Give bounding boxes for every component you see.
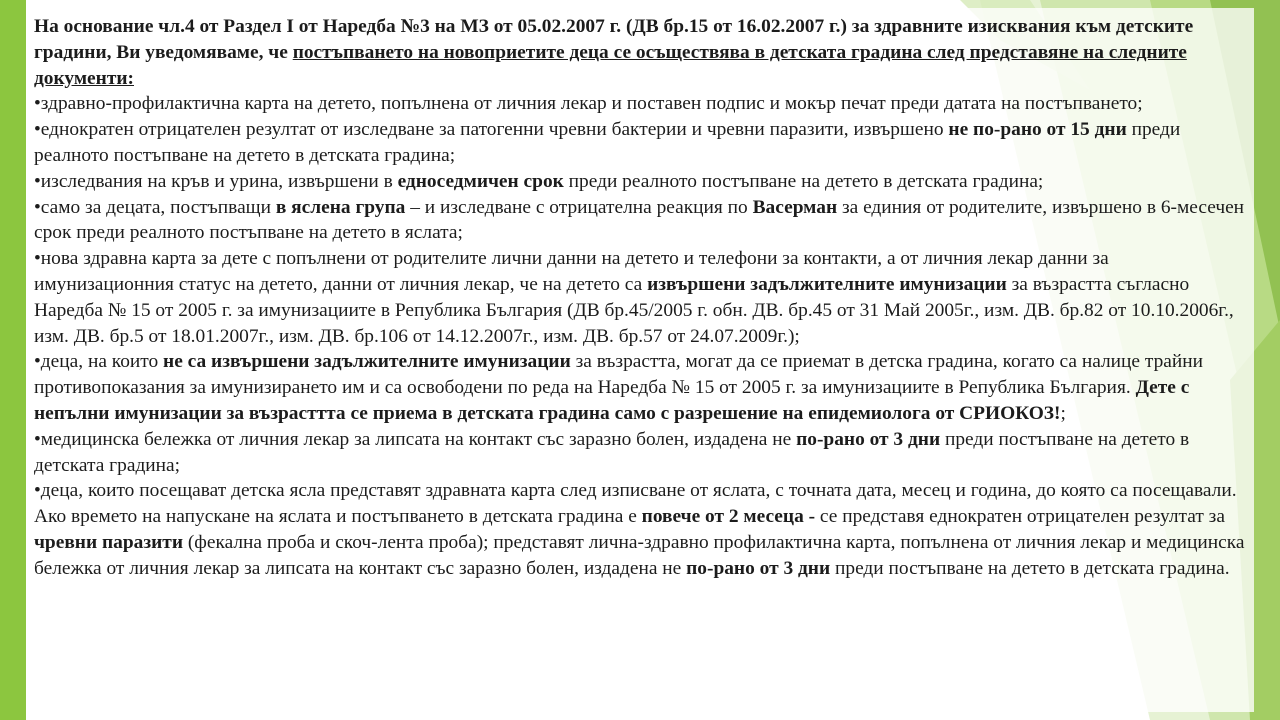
requirement-item (34, 349, 1250, 426)
requirement-item (34, 91, 1250, 117)
requirement-emphasis: повече от 2 месеца - (641, 506, 816, 528)
requirement-emphasis: Дете с непълни имунизации за възрасттта се приема в детската градина само с разрешение на епидемиолога от СРИОКОЗ! (34, 377, 1190, 424)
requirement-emphasis: едноседмичен срок (397, 170, 564, 192)
requirement-emphasis: не по-рано от 15 дни (948, 119, 1127, 141)
requirement-text: се представя еднократен отрицателен резултат за (815, 506, 1225, 528)
requirement-emphasis: не са извършени задължителните имунизации (163, 351, 571, 373)
requirement-text: •деца, които посещават детска ясла представят здравната карта след изписване от яслата, с точната дата, месец и година, до която са посещавали. Ако времето на напускане на яслата и постъпването в детската градина е (34, 480, 1237, 528)
requirement-emphasis: в яслена група (275, 196, 406, 218)
requirement-emphasis: Васерман (752, 196, 838, 218)
requirement-item (34, 246, 1250, 349)
requirement-text: преди постъпване на детето в детската градина. (830, 557, 1230, 579)
requirement-text: •медицинска бележка от личния лекар за липсата на контакт със заразно болен, издадена не (34, 428, 797, 450)
requirement-text: •само за децата, постъпващи (34, 196, 276, 218)
left-green-band (0, 0, 26, 720)
requirement-emphasis: извършени задължителните имунизации (647, 273, 1007, 295)
requirement-text: (фекална проба и скоч-лента проба); представят лична-здравно профилактична карта, попълнена от личния лекар и медицинска бележка от личния лекар за липсата на контакт със заразно болен, издадена не (34, 531, 1245, 579)
requirement-text: ; (1060, 402, 1066, 424)
requirement-text: преди реалното постъпване на детето в детската градина; (563, 170, 1044, 192)
requirement-text: •деца, на които (34, 351, 164, 373)
requirement-text: за единия от родителите, извършено в 6-месечен срок преди реалното постъпване на детето в яслата; (34, 196, 1245, 244)
requirement-text: •изследвания на кръв и урина, извършени в (34, 170, 398, 192)
requirement-text: – и изследване с отрицателна реакция по (405, 196, 753, 218)
requirement-item (34, 478, 1250, 581)
requirement-item (34, 169, 1250, 195)
requirement-emphasis: чревни паразити (34, 531, 183, 553)
requirement-item (34, 427, 1250, 479)
intro-text: На основание чл.4 от Раздел І от Наредба №3 на МЗ от 05.02.2007 г. (ДВ бр.15 от 16.02.2007 г.) за здравните изисквания към детските градини, Ви уведомяваме, че (34, 16, 1194, 63)
requirement-text: за възрастта съгласно Наредба № 15 от 2005 г. за имунизациите в Република България (ДВ бр.45/2005 г. обн. ДВ. бр.45 от 31 Май 2005г., изм. ДВ. бр.82 от 10.10.2006г., изм. ДВ. бр.5 от 18.01.2007г., изм. ДВ. бр.106 от 14.12.2007г., изм. ДВ. бр.57 от 24.07.2009г.); (34, 273, 1234, 347)
requirement-text: •здравно-профилактична карта на детето, попълнена от личния лекар и поставен подпис и мокър печат преди датата на постъпването; (34, 93, 1143, 115)
requirement-text: за възрастта, могат да се приемат в детска градина, когато са налице трайни противопоказания за имунизирането им и са освободени по реда на Наредба № 15 от 2005 г. за имунизациите в Република България. (34, 351, 1204, 399)
requirement-emphasis: по-рано от 3 дни (686, 557, 831, 579)
document-body (34, 14, 1250, 582)
requirement-item (34, 117, 1250, 169)
requirement-text: преди постъпване на детето в детската градина; (34, 428, 1190, 476)
intro-underlined-text: постъпването на новоприетите деца се осъществява в детската градина след представяне на следните документи: (34, 41, 1187, 89)
requirement-emphasis: по-рано от 3 дни (796, 428, 941, 450)
intro-paragraph (34, 14, 1250, 91)
requirement-text: •еднократен отрицателен резултат от изследване за патогенни чревни бактерии и чревни паразити, извършено (34, 119, 949, 141)
requirements-list (34, 91, 1250, 581)
requirement-item (34, 195, 1250, 247)
requirement-text: преди реалното постъпване на детето в детската градина; (34, 119, 1181, 166)
requirement-text: •нова здравна карта за дете с попълнени от родителите лични данни на детето и телефони за контакти, а от личния лекар данни за имунизационния статус на детето, данни от личния лекар, че на детето са (34, 248, 1109, 295)
